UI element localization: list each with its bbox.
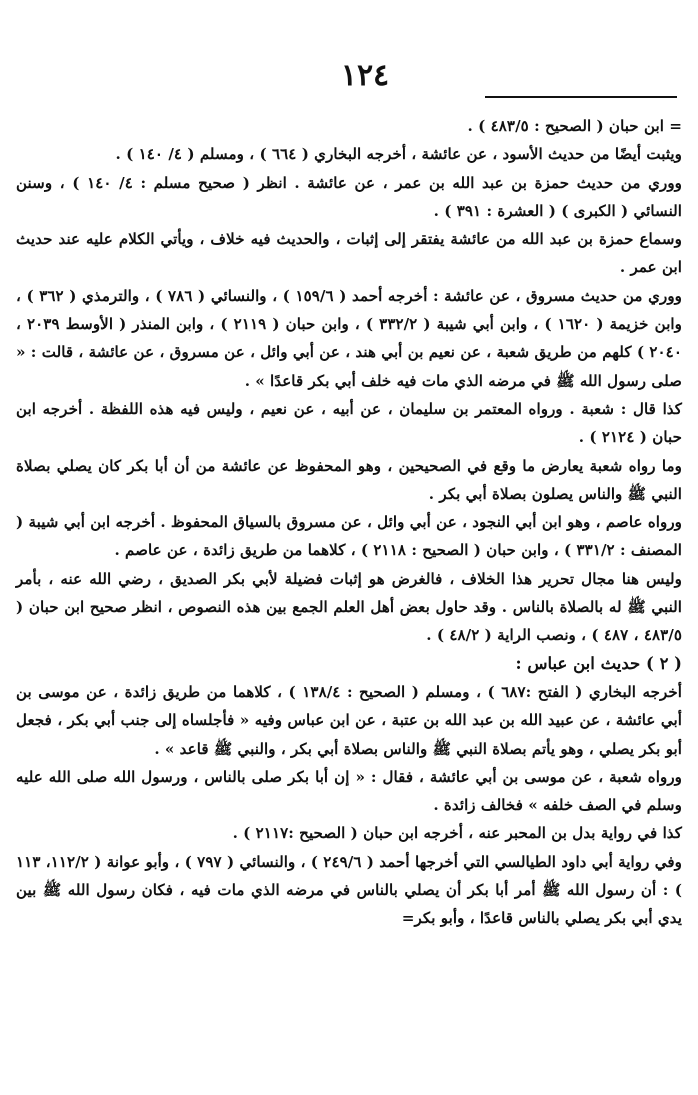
paragraph: ورواه شعبة ، عن موسى بن أبي عائشة ، فقال : « إن أبا بكر صلى بالناس ، ورسول الله صلى الله عليه وسلم في الصف خلفه » فخالف زائدة . [16, 767, 682, 815]
paragraph: كذا قال : شعبة . ورواه المعتمر بن سليمان ، عن أبيه ، عن نعيم ، وليس فيه هذه اللفظة . أخرجه ابن حبان ( ٢١٢٤ ) . [16, 399, 682, 447]
paragraph: وما رواه شعبة يعارض ما وقع في الصحيحين ، وهو المحفوظ عن عائشة من أن أبا بكر كان يصلي بصلاة النبي ﷺ والناس يصلون بصلاة أبي بكر . [16, 456, 682, 503]
paragraph: ويثبت أيضًا من حديث الأسود ، عن عائشة ، أخرجه البخاري ( ٦٦٤ ) ، ومسلم ( ٤/ ١٤٠ ) . [115, 145, 682, 164]
header-rule [485, 96, 677, 98]
paragraph: كذا في رواية بدل بن المحبر عنه ، أخرجه ابن حبان ( الصحيح :٢١١٧ ) . [232, 824, 682, 843]
paragraph: ووري من حديث حمزة بن عبد الله بن عمر ، عن عائشة . انظر ( صحيح مسلم : ٤/ ١٤٠ ) ، وسنن النسائي ( الكبرى ) ( العشرة : ٣٩١ ) . [16, 173, 682, 220]
paragraph: أخرجه البخاري ( الفتح :٦٨٧ ) ، ومسلم ( الصحيح : ١٣٨/٤ ) ، كلاهما من طريق زائدة ، عن موسى بن أبي عائشة ، عن عبيد الله بن عبد الله بن عتبة ، عن ابن عباس وفيه « فأجلساه إلى جنب أبي بكر ، فجعل أبو بكر يصلي ، وهو يأتم بصلاة النبي ﷺ والناس بصلاة أبي بكر ، والنبي ﷺ قاعد » . [16, 682, 682, 758]
paragraph: وليس هنا مجال تحرير هذا الخلاف ، فالغرض هو إثبات فضيلة لأبي بكر الصديق ، رضي الله عنه ، بأمر النبي ﷺ له بالصلاة بالناس . وقد حاول بعض أهل العلم الجمع بين هذه النصوص ، انظر صحيح ابن حبان ( ٤٨٣/٥ ، ٤٨٧ ) ، ونصب الراية ( ٤٨/٢ ) . [16, 569, 682, 645]
paragraph: وفي رواية أبي داود الطيالسي التي أخرجها أحمد ( ٢٤٩/٦ ) ، والنسائي ( ٧٩٧ ) ، وأبو عوانة ( ١١٢/٢، ١١٣ ) : أن رسول الله ﷺ أمر أبا بكر أن يصلي بالناس في مرضه الذي مات فيه ، فكان رسول الله ﷺ بين يدي أبي بكر يصلي بالناس قاعدًا ، وأبو بكر= [16, 852, 682, 928]
paragraph: = ابن حبان ( الصحيح : ٤٨٣/٥ ) . [467, 117, 682, 135]
section-heading: ( ٢ ) حديث ابن عباس : [515, 653, 682, 673]
paragraph: ووري من حديث مسروق ، عن عائشة : أخرجه أحمد ( ١٥٩/٦ ) ، والنسائي ( ٧٨٦ ) ، والترمذي ( ٣٦٢ ) ، وابن خزيمة ( ١٦٢٠ ) ، وابن أبي شيبة ( ٣٣٢/٢ ) ، وابن حبان ( ٢١١٩ ) ، وابن المنذر ( الأوسط ٢٠٣٩ ، ٢٠٤٠ ) كلهم من طريق شعبة ، عن نعيم بن أبي هند ، عن أبي وائل ، عن مسروق ، عن عائشة ، قالت : « صلى رسول الله ﷺ في مرضه الذي مات فيه خلف أبي بكر قاعدًا » . [16, 286, 682, 390]
footnote-text [16, 112, 682, 933]
paragraph: ورواه عاصم ، وهو ابن أبي النجود ، عن أبي وائل ، عن مسروق بالسياق المحفوظ . أخرجه ابن أبي شيبة ( المصنف : ٣٣١/٢ ) ، وابن حبان ( الصحيح : ٢١١٨ ) ، كلاهما من طريق زائدة ، عن عاصم . [16, 513, 682, 560]
page-number: ١٢٤ [340, 58, 390, 93]
paragraph: وسماع حمزة بن عبد الله من عائشة يفتقر إلى إثبات ، والحديث فيه خلاف ، ويأتي الكلام عليه عند حديث ابن عمر . [16, 230, 682, 277]
